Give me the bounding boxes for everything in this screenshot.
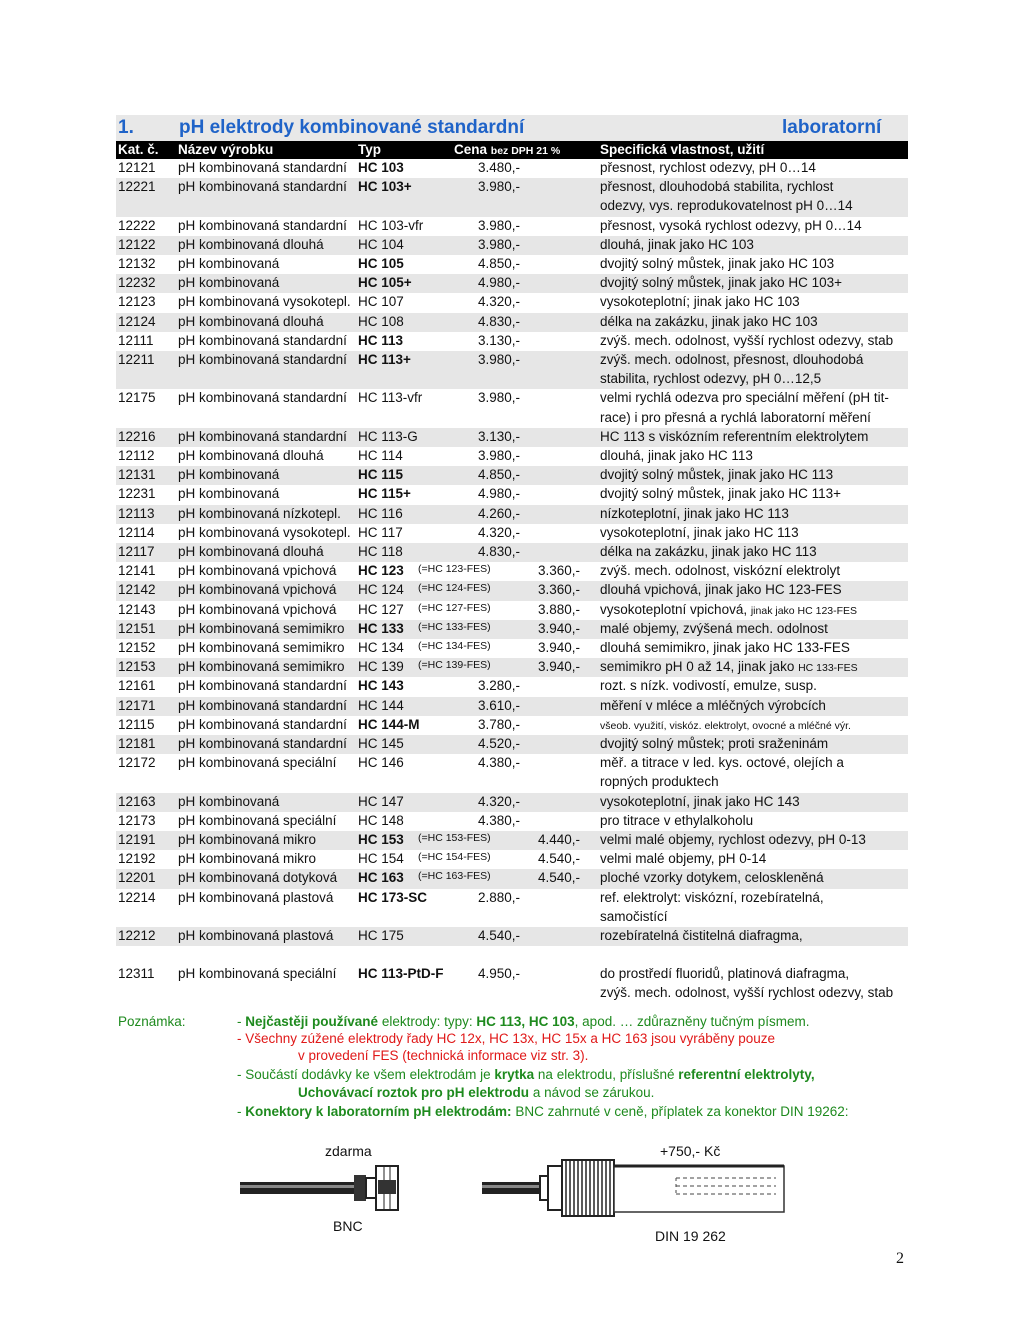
cell-spec: měř. a titrace v led. kys. octové, olejích a [600, 755, 844, 771]
cell-spec: přesnost, rychlost odezvy, pH 0…14 [600, 160, 816, 175]
cell-spec: dlouhá, jinak jako HC 103 [600, 236, 754, 252]
table-row [116, 581, 908, 600]
cell-name: pH kombinovaná plastová [178, 889, 334, 905]
table-row [116, 274, 908, 293]
section-category: laboratorní [782, 117, 882, 138]
cell-price: 4.440,- [538, 832, 581, 847]
cell-name: pH kombinovaná standardní [178, 352, 347, 367]
cell-price: 4.850,- [478, 256, 521, 271]
cell-cat: 12124 [118, 313, 156, 329]
cell-name: pH kombinovaná standardní [178, 428, 347, 444]
cell-spec: odezvy, vys. reprodukovatelnost pH 0…14 [600, 198, 853, 214]
section-title: pH elektrody kombinované standardní [179, 117, 525, 138]
table-row [116, 389, 908, 427]
cell-cat: 12212 [118, 928, 156, 943]
cell-type: HC 147 [358, 793, 404, 809]
table-row [116, 658, 908, 677]
cell-price: 3.980,- [478, 390, 521, 406]
cell-name: pH kombinovaná standardní [178, 217, 347, 233]
cell-spec: HC 113 s viskózním referentním elektrolytem [600, 428, 869, 444]
cell-name: pH kombinovaná vpichová [178, 563, 337, 579]
cell-price: 4.320,- [478, 294, 521, 310]
cell-cat: 12201 [118, 870, 156, 886]
cell-name: pH kombinovaná mikro [178, 851, 317, 867]
table-row [116, 236, 908, 255]
cell-price: 4.980,- [478, 275, 521, 291]
cell-spec: přesnost, vysoká rychlost odezvy, pH 0…14 [600, 217, 862, 233]
cell-cat: 12142 [118, 582, 156, 598]
cell-type: HC 117 [358, 524, 403, 540]
page-number: 2 [896, 1250, 904, 1267]
cell-cat: 12151 [118, 620, 156, 636]
cell-name: pH kombinovaná [178, 486, 280, 502]
cell-type: HC 115+ [358, 486, 411, 502]
cell-name: pH kombinovaná [178, 467, 280, 483]
cell-spec: délka na zakázku, jinak jako HC 103 [600, 313, 818, 329]
cell-spec: vysokoteplotní; jinak jako HC 103 [600, 294, 800, 310]
cell-cat: 12112 [118, 448, 155, 463]
cell-spec: pro titrace v ethylalkoholu [600, 812, 754, 828]
cell-spec: přesnost, dlouhodobá stabilita, rychlost [600, 179, 834, 195]
cell-cat: 12172 [118, 755, 156, 771]
table-row [116, 889, 908, 927]
cell-price: 3.360,- [538, 582, 581, 598]
cell-fes: (=HC 127-FES) [418, 601, 491, 614]
cell-spec: rozt. s nízk. vodivostí, emulze, susp. [600, 678, 817, 694]
cell-spec: dlouhá, jinak jako HC 113 [600, 448, 753, 463]
table-row [116, 332, 908, 351]
cell-type: HC 148 [358, 812, 404, 828]
cell-cat: 12113 [118, 505, 155, 521]
cell-type: HC 139 [358, 659, 404, 675]
cell-cat: 12221 [118, 179, 156, 195]
table-row [116, 850, 908, 869]
cell-type: HC 144-M [358, 716, 420, 732]
table-row [116, 428, 908, 447]
table-row [116, 716, 908, 735]
cell-price: 3.940,- [538, 620, 581, 636]
cell-cat: 12152 [118, 640, 156, 655]
cell-price: 4.540,- [478, 928, 521, 943]
cell-spec: do prostředí fluoridů, platinová diafragma, [600, 966, 850, 982]
cell-spec: zvýš. mech. odolnost, vyšší rychlost odezvy, stab [600, 985, 894, 1001]
cell-price: 4.380,- [478, 755, 521, 771]
cell-name: pH kombinovaná vpichová [178, 582, 337, 598]
cell-spec: race) i pro přesná a rychlá laboratorní měření [600, 409, 871, 425]
cell-name: pH kombinovaná mikro [178, 832, 317, 847]
cell-cat: 12222 [118, 217, 156, 233]
cell-cat: 12171 [118, 697, 156, 713]
cell-type: HC 163 [358, 870, 404, 886]
cell-price: 3.480,- [478, 160, 521, 175]
table-row [116, 831, 908, 850]
cell-name: pH kombinovaná standardní [178, 390, 347, 406]
table-row [116, 965, 908, 1003]
cell-type: HC 103+ [358, 179, 412, 195]
cell-price: 3.980,- [478, 179, 521, 195]
bnc-price-label: zdarma [325, 1143, 372, 1159]
header-name: Název výrobku [178, 142, 274, 157]
cell-cat: 12153 [118, 659, 156, 675]
cell-name: pH kombinovaná vpichová [178, 601, 337, 617]
cell-spec: ref. elektrolyt: viskózní, rozebíratelná, [600, 889, 824, 905]
table-row [116, 313, 908, 332]
table-row [116, 159, 908, 178]
cell-price: 3.940,- [538, 640, 581, 655]
cell-name: pH kombinovaná standardní [178, 736, 347, 751]
cell-name: pH kombinovaná plastová [178, 928, 334, 943]
cell-type: HC 103 [358, 160, 404, 175]
din-connector-drawing [482, 1160, 784, 1216]
cell-type: HC 105 [358, 256, 404, 271]
cell-fes: (=HC 134-FES) [418, 640, 491, 652]
cell-spec: dvojitý solný můstek; proti sraženinám [600, 736, 829, 751]
table-row [116, 754, 908, 792]
cell-name: pH kombinovaná dlouhá [178, 448, 324, 463]
cell-spec: malé objemy, zvýšená mech. odolnost [600, 620, 828, 636]
cell-spec: vysokoteplotní vpichová, jinak jako HC 123-FES [600, 601, 858, 617]
cell-fes: (=HC 154-FES) [418, 851, 491, 864]
header-type: Typ [358, 142, 381, 157]
cell-cat: 12214 [118, 889, 156, 905]
cell-spec: dvojitý solný můstek, jinak jako HC 113 [600, 467, 834, 483]
cell-name: pH kombinovaná standardní [178, 678, 347, 694]
cell-spec: stabilita, rychlost odezvy, pH 0…12,5 [600, 371, 822, 387]
table-row [116, 217, 908, 236]
cell-name: pH kombinovaná dlouhá [178, 313, 324, 329]
cell-type: HC 114 [358, 448, 403, 463]
cell-name: pH kombinovaná vysokotepl. [178, 524, 351, 540]
cell-type: HC 108 [358, 313, 404, 329]
cell-spec: dvojitý solný můstek, jinak jako HC 103+ [600, 275, 842, 291]
cell-cat: 12117 [118, 544, 155, 559]
cell-type: HC 134 [358, 640, 404, 655]
cell-price: 3.980,- [478, 236, 521, 252]
note-2-line1: - Všechny zúžené elektrody řady HC 12x, HC 13x, HC 15x a HC 163 jsou vyráběny pouze [237, 1031, 776, 1046]
cell-type: HC 144 [358, 697, 404, 713]
cell-cat: 12163 [118, 793, 156, 809]
cell-price: 3.610,- [478, 697, 521, 713]
cell-cat: 12173 [118, 812, 156, 828]
cell-cat: 12131 [118, 467, 156, 483]
table-row [116, 485, 908, 504]
cell-spec: vysokoteplotní, jinak jako HC 143 [600, 793, 800, 809]
cell-price: 4.950,- [478, 966, 521, 982]
cell-name: pH kombinovaná [178, 793, 280, 809]
cell-fes: (=HC 163-FES) [418, 870, 491, 883]
cell-cat: 12231 [118, 486, 156, 502]
cell-type: HC 145 [358, 736, 404, 751]
bnc-connector-drawing [240, 1166, 398, 1210]
note-3-line1: - Součástí dodávky ke všem elektrodám je krytka na elektrodu, příslušné referentní elektrolyty, [237, 1067, 815, 1082]
cell-name: pH kombinovaná dlouhá [178, 236, 324, 252]
cell-type: HC 104 [358, 236, 404, 252]
cell-price: 4.380,- [478, 812, 521, 828]
cell-cat: 12211 [118, 352, 155, 367]
table-row [116, 601, 908, 620]
cell-type: HC 143 [358, 678, 404, 694]
cell-price: 3.940,- [538, 659, 581, 675]
cell-fes: (=HC 133-FES) [418, 620, 491, 633]
cell-spec: dvojitý solný můstek, jinak jako HC 113+ [600, 486, 841, 502]
table-row [116, 620, 908, 639]
cell-cat: 12123 [118, 294, 156, 310]
cell-spec: velmi rychlá odezva pro speciální měření (pH tit- [600, 390, 889, 406]
table-row [116, 178, 908, 216]
cell-spec-small: jinak jako HC 123-FES [750, 604, 858, 617]
cell-price: 3.980,- [478, 217, 521, 233]
cell-name: pH kombinovaná speciální [178, 966, 337, 982]
cell-type: HC 123 [358, 563, 404, 579]
note-2-line2: v provedení FES (technická informace viz str. 3). [298, 1048, 589, 1063]
cell-price: 3.880,- [538, 601, 581, 617]
cell-price: 3.130,- [478, 428, 521, 444]
din-price-label: +750,- Kč [660, 1143, 721, 1159]
cell-spec: dlouhá vpichová, jinak jako HC 123-FES [600, 582, 842, 598]
table-row [116, 677, 908, 696]
cell-cat: 12141 [118, 563, 156, 579]
cell-cat: 12114 [118, 524, 155, 540]
cell-spec: samočistící [600, 908, 668, 924]
cell-price: 4.540,- [538, 870, 581, 886]
cell-name: pH kombinovaná dlouhá [178, 544, 324, 559]
cell-price: 4.830,- [478, 544, 521, 559]
cell-price: 4.320,- [478, 793, 521, 809]
note-label: Poznámka: [118, 1014, 186, 1029]
connectors-illustration [236, 1158, 796, 1220]
table-row [116, 543, 908, 562]
section-number: 1. [118, 117, 134, 138]
cell-type: HC 118 [358, 544, 403, 559]
header-spec: Specifická vlastnost, užití [600, 142, 765, 157]
cell-type: HC 113-PtD-F [358, 966, 444, 982]
table-row [116, 812, 908, 831]
cell-price: 3.780,- [478, 716, 521, 732]
table-row [116, 697, 908, 716]
cell-spec: zvýš. mech. odolnost, vyšší rychlost odezvy, stab [600, 332, 894, 348]
cell-price: 2.880,- [478, 889, 521, 905]
cell-price: 3.980,- [478, 352, 521, 367]
cell-cat: 12111 [118, 332, 154, 348]
cell-spec: zvýš. mech. odolnost, přesnost, dlouhodobá [600, 352, 864, 367]
cell-spec: ploché vzorky dotykem, celoskleněná [600, 870, 824, 886]
cell-type: HC 113+ [358, 352, 411, 367]
cell-type: HC 127 [358, 601, 404, 617]
table-row [116, 562, 908, 581]
cell-cat: 12143 [118, 601, 156, 617]
cell-spec: dvojitý solný můstek, jinak jako HC 103 [600, 256, 835, 271]
cell-price: 4.850,- [478, 467, 521, 483]
header-price: Cena bez DPH 21 % [454, 142, 561, 157]
cell-name: pH kombinovaná standardní [178, 160, 347, 175]
cell-spec: měření v mléce a mléčných výrobcích [600, 697, 826, 713]
cell-spec: dlouhá semimikro, jinak jako HC 133-FES [600, 640, 850, 655]
cell-spec: semimikro pH 0 až 14, jinak jako HC 133-FES [600, 659, 858, 675]
cell-cat: 12181 [118, 736, 156, 751]
table-row [116, 255, 908, 274]
cell-spec-small: HC 133-FES [798, 662, 858, 675]
cell-type: HC 146 [358, 755, 404, 771]
cell-name: pH kombinovaná semimikro [178, 640, 345, 655]
cell-spec: ropných produktech [600, 774, 719, 790]
cell-cat: 12121 [118, 160, 156, 175]
cell-type: HC 154 [358, 851, 404, 867]
din-label: DIN 19 262 [655, 1228, 726, 1244]
cell-type: HC 113 [358, 332, 404, 348]
cell-cat: 12122 [118, 236, 156, 252]
table-row [116, 505, 908, 524]
cell-name: pH kombinovaná [178, 256, 280, 271]
cell-type: HC 133 [358, 620, 404, 636]
cell-fes: (=HC 123-FES) [418, 563, 491, 576]
table-row [116, 466, 908, 485]
cell-cat: 12161 [118, 678, 156, 694]
cell-cat: 12311 [118, 966, 155, 982]
cell-type: HC 105+ [358, 275, 412, 291]
table-row [116, 293, 908, 312]
cell-type: HC 115 [358, 467, 404, 483]
cell-spec: velmi malé objemy, pH 0-14 [600, 851, 767, 867]
cell-type: HC 124 [358, 582, 404, 598]
table-row [116, 351, 908, 389]
cell-type: HC 103-vfr [358, 217, 424, 233]
cell-type: HC 175 [358, 928, 404, 943]
cell-spec: velmi malé objemy, rychlost odezvy, pH 0-13 [600, 832, 866, 847]
cell-price: 4.320,- [478, 524, 521, 540]
cell-name: pH kombinovaná nízkotepl. [178, 505, 341, 521]
header-cat: Kat. č. [118, 142, 159, 157]
cell-price: 4.830,- [478, 313, 521, 329]
cell-fes: (=HC 153-FES) [418, 832, 491, 844]
cell-spec: délka na zakázku, jinak jako HC 113 [600, 544, 817, 559]
cell-price: 3.980,- [478, 448, 521, 463]
table-row [116, 639, 908, 658]
table-row [116, 735, 908, 754]
cell-cat: 12192 [118, 851, 156, 867]
cell-cat: 12175 [118, 390, 156, 406]
table-row [116, 447, 908, 466]
cell-cat: 12191 [118, 832, 156, 847]
cell-cat: 12132 [118, 256, 156, 271]
cell-type: HC 107 [358, 294, 404, 310]
cell-name: pH kombinovaná standardní [178, 716, 347, 732]
cell-type: HC 113-G [358, 428, 418, 444]
cell-name: pH kombinovaná dotyková [178, 870, 338, 886]
cell-spec-small: všeob. využití, viskóz. elektrolyt, ovocné a mléčné výr. [600, 719, 851, 732]
cell-name: pH kombinovaná standardní [178, 179, 347, 195]
cell-name: pH kombinovaná speciální [178, 755, 337, 771]
cell-price: 4.540,- [538, 851, 581, 867]
cell-cat: 12216 [118, 428, 156, 444]
cell-name: pH kombinovaná semimikro [178, 620, 345, 636]
cell-cat: 12115 [118, 716, 155, 732]
cell-price: 3.130,- [478, 332, 521, 348]
cell-type: HC 113-vfr [358, 390, 423, 406]
cell-name: pH kombinovaná speciální [178, 812, 337, 828]
table-header [116, 141, 908, 159]
cell-price: 4.980,- [478, 486, 521, 502]
cell-price: 4.260,- [478, 505, 521, 521]
cell-cat: 12232 [118, 275, 156, 291]
note-1: - Nejčastěji používané elektrody: typy: HC 113, HC 103, apod. … zdůrazněny tučným písmem. [237, 1014, 810, 1029]
note-4: - Konektory k laboratorním pH elektrodám: BNC zahrnuté v ceně, příplatek za konektor DIN 19262: [237, 1104, 849, 1119]
cell-type: HC 116 [358, 505, 403, 521]
cell-type: HC 153 [358, 832, 404, 847]
cell-spec: vysokoteplotní, jinak jako HC 113 [600, 524, 799, 540]
note-3-line2: Uchovávací roztok pro pH elektrodu a návod se zárukou. [298, 1085, 655, 1100]
cell-spec [600, 717, 851, 732]
cell-price: 4.520,- [478, 736, 521, 751]
cell-spec: rozebíratelná čistitelná diafragma, [600, 928, 803, 943]
table-row [116, 793, 908, 812]
table-row [116, 869, 908, 888]
cell-name: pH kombinovaná semimikro [178, 659, 345, 675]
cell-name: pH kombinovaná standardní [178, 332, 347, 348]
cell-fes: (=HC 124-FES) [418, 582, 491, 595]
cell-spec: nízkoteplotní, jinak jako HC 113 [600, 505, 789, 521]
table-row [116, 927, 908, 946]
cell-name: pH kombinovaná standardní [178, 697, 347, 713]
cell-type: HC 173-SC [358, 889, 428, 905]
bnc-label: BNC [333, 1218, 363, 1234]
table-row [116, 524, 908, 543]
cell-price: 3.280,- [478, 678, 521, 694]
cell-spec: zvýš. mech. odolnost, viskózní elektrolyt [600, 563, 841, 579]
cell-name: pH kombinovaná vysokotepl. [178, 294, 351, 310]
cell-price: 3.360,- [538, 563, 581, 579]
cell-name: pH kombinovaná [178, 275, 280, 291]
cell-fes: (=HC 139-FES) [418, 659, 491, 672]
